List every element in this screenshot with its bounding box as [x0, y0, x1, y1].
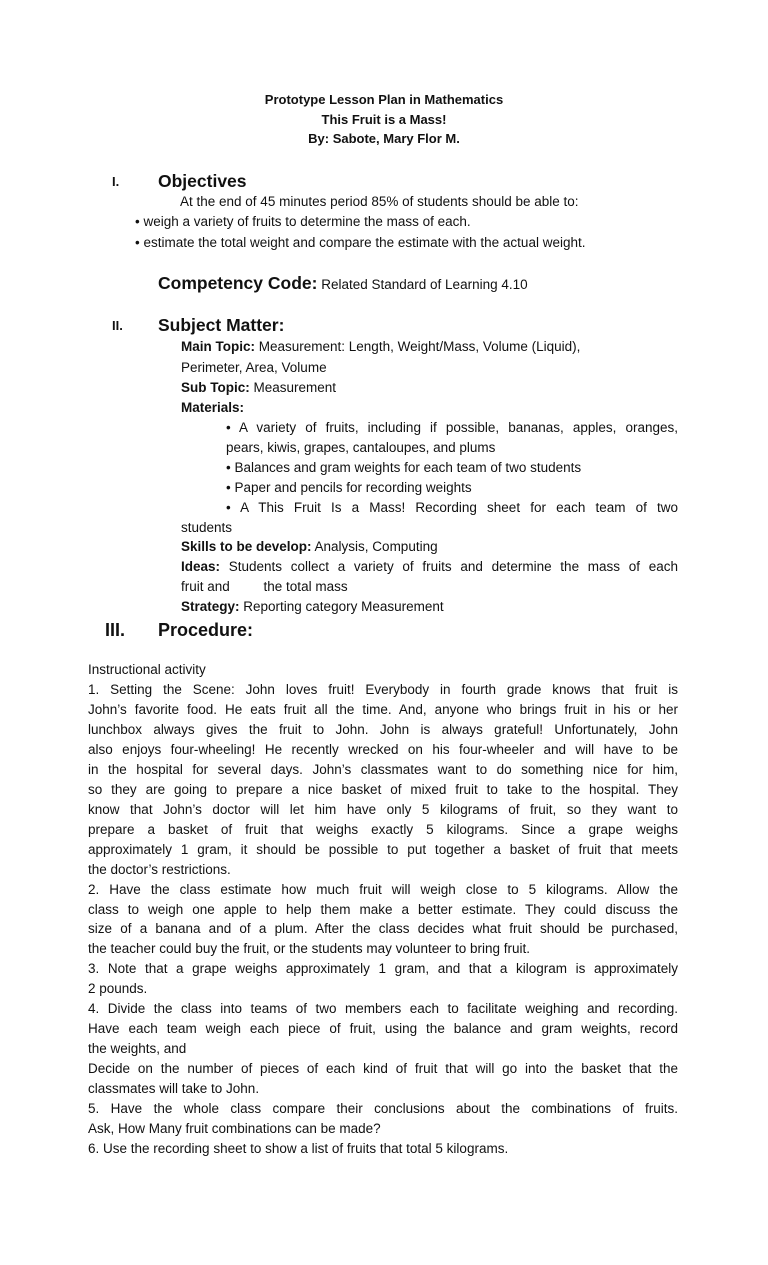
competency-label: Competency Code:	[158, 273, 318, 293]
procedure-line: the weights, and	[88, 1041, 187, 1057]
document-subtitle: This Fruit is a Mass!	[321, 112, 447, 127]
competency-code	[158, 273, 528, 294]
document-author: By: Sabote, Mary Flor M.	[308, 131, 460, 146]
ideas	[181, 557, 678, 577]
procedure-line: so they are going to prepare a nice basket of mixed fruit to take to the hospital. They	[88, 781, 678, 797]
procedure-line: prepare a basket of fruit that weighs exactly 5 kilograms. Since a grape weighs	[88, 821, 678, 837]
material-item: • Balances and gram weights for each team of two students	[226, 460, 582, 475]
procedure-line: 2. Have the class estimate how much fruit will weigh close to 5 kilograms. Allow the	[88, 881, 678, 897]
label: Strategy:	[181, 599, 240, 614]
label: Ideas:	[181, 559, 221, 574]
procedure-line: 4. Divide the class into teams of two members each to facilitate weighing and recording.	[88, 1001, 678, 1017]
procedure-line: size of a banana and of a plum. After the class decides what fruit should be purchased,	[88, 921, 678, 937]
procedure-line: Instructional activity	[88, 662, 206, 677]
ideas-cont: fruit and the total mass	[181, 579, 348, 594]
procedure-line: the doctor’s restrictions.	[88, 861, 231, 877]
material-item: • A This Fruit Is a Mass! Recording sheet for each team of two	[226, 500, 678, 515]
objective-bullet: • weigh a variety of fruits to determine the mass of each.	[135, 214, 471, 229]
procedure-line: class to weigh one apple to help them make a better estimate. They could discuss the	[88, 901, 678, 917]
value: Measurement	[249, 380, 337, 395]
main-topic	[181, 337, 580, 357]
material-item: • A variety of fruits, including if possible, bananas, apples, oranges,	[226, 420, 678, 435]
section-numeral: I.	[112, 174, 120, 189]
procedure-line: 2 pounds.	[88, 981, 148, 997]
value: Students collect a variety of fruits and determine the mass of each	[220, 559, 678, 574]
competency-value: Related Standard of Learning 4.10	[317, 277, 528, 292]
procedure-line: 6. Use the recording sheet to show a list of fruits that total 5 kilograms.	[88, 1141, 509, 1157]
section-numeral: III.	[105, 620, 126, 640]
procedure-line: lunchbox always gives the fruit to John. John is always grateful! Unfortunately, John	[88, 721, 678, 737]
sub-topic	[181, 378, 336, 398]
procedure-line: 3. Note that a grape weighs approximately 1 gram, and that a kilogram is approximately	[88, 961, 678, 977]
procedure-line: 1. Setting the Scene: John loves fruit! Everybody in fourth grade knows that fruit is	[88, 681, 678, 697]
procedure-line: 5. Have the whole class compare their conclusions about the combinations of fruits.	[88, 1101, 678, 1117]
label: Sub Topic:	[181, 380, 250, 395]
section-heading: Subject Matter:	[158, 315, 285, 335]
procedure-line: classmates will take to John.	[88, 1081, 260, 1097]
procedure-line: also enjoys four-wheeling! He recently wrecked on his four-wheeler and will have to be	[88, 741, 678, 757]
main-topic-cont: Perimeter, Area, Volume	[181, 360, 327, 375]
material-item-cont: pears, kiwis, grapes, cantaloupes, and plums	[226, 440, 496, 455]
objective-bullet: • estimate the total weight and compare the estimate with the actual weight.	[135, 235, 586, 250]
value: Reporting category Measurement	[239, 599, 444, 614]
label: Main Topic:	[181, 339, 255, 354]
procedure-line: approximately 1 gram, it should be possible to put together a basket of fruit that meets	[88, 841, 678, 857]
value: Measurement: Length, Weight/Mass, Volume (Liquid),	[255, 339, 581, 354]
document-title: Prototype Lesson Plan in Mathematics	[264, 92, 504, 107]
value: Analysis, Computing	[311, 539, 438, 554]
material-item-cont: students	[181, 520, 233, 535]
procedure-line: know that John’s doctor will let him have only 5 kilograms of fruit, so they want to	[88, 801, 678, 817]
procedure-line: Decide on the number of pieces of each kind of fruit that will go into the basket that the	[88, 1061, 678, 1077]
procedure-line: in the hospital for several days. John’s classmates want to do something nice for him,	[88, 761, 678, 777]
materials-label: Materials:	[181, 400, 245, 415]
procedure-line: the teacher could buy the fruit, or the students may volunteer to bring fruit.	[88, 941, 530, 957]
procedure-line: John’s favorite food. He eats fruit all the time. And, anyone who brings fruit in his or her	[88, 701, 678, 717]
label: Skills to be develop:	[181, 539, 312, 554]
section-heading: Procedure:	[158, 620, 254, 640]
section-heading: Objectives	[158, 171, 247, 191]
skills	[181, 537, 438, 557]
strategy	[181, 597, 444, 617]
objectives-intro: At the end of 45 minutes period 85% of students should be able to:	[180, 194, 579, 209]
section-numeral: II.	[112, 318, 123, 333]
material-item: • Paper and pencils for recording weights	[226, 480, 472, 495]
procedure-line: Ask, How Many fruit combinations can be made?	[88, 1121, 381, 1137]
procedure-line: Have each team weigh each piece of fruit, using the balance and gram weights, record	[88, 1021, 678, 1037]
